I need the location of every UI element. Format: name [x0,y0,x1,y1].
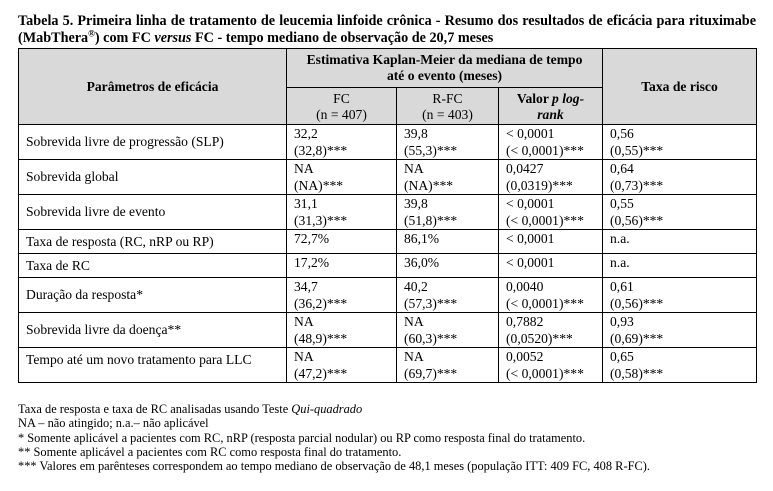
table-row [19,278,757,313]
caption-versus: versus [154,30,192,46]
row-param: Tempo até um novo tratamento para LLC [19,348,287,383]
footnote-2: NA – não atingido; n.a.– não aplicável [18,416,209,431]
cell-fc: NA (47,2)*** [287,348,397,383]
cell-p: < 0,0001 [499,254,603,278]
registered-mark: ® [88,28,95,39]
header-kaplan-meier: Estimativa Kaplan-Meier da mediana de tempo até o evento (meses) [287,49,603,88]
cell-p: 0,0040 (< 0,0001)*** [499,278,603,313]
cell-rfc: NA (NA)*** [397,160,499,195]
caption-text-3: FC - tempo mediano de observação de 20,7 meses [191,30,494,46]
row-param: Sobrevida livre de progressão (SLP) [19,125,287,160]
cell-rfc: 36,0% [397,254,499,278]
footnote-1: Taxa de resposta e taxa de RC analisadas usando Teste Qui-quadrado [18,402,363,416]
table-row [19,195,757,230]
table-row [19,230,757,254]
table-row [19,348,757,383]
cell-fc: 34,7 (36,2)*** [287,278,397,313]
cell-fc: NA (48,9)*** [287,313,397,348]
cell-p: < 0,0001 (< 0,0001)*** [499,195,603,230]
table-footnotes [18,402,763,473]
row-param: Sobrevida livre da doença** [19,313,287,348]
cell-rfc: NA (60,3)*** [397,313,499,348]
cell-rfc: 39,8 (55,3)*** [397,125,499,160]
cell-hr: n.a. [603,230,757,254]
row-param: Taxa de resposta (RC, nRP ou RP) [19,230,287,254]
table-row [19,125,757,160]
cell-hr: 0,64 (0,73)*** [603,160,757,195]
footnote-5: *** Valores em parênteses correspondem ao tempo mediano de observação de 48,1 meses (população ITT: 409 FC, 408 R-FC). [18,459,650,474]
row-param: Taxa de RC [19,254,287,278]
header-rfc: R-FC (n = 403) [397,88,499,125]
cell-fc: NA (NA)*** [287,160,397,195]
row-param: Duração da resposta* [19,278,287,313]
cell-hr: 0,56 (0,55)*** [603,125,757,160]
cell-fc: 17,2% [287,254,397,278]
header-parametros: Parâmetros de eficácia [19,49,287,125]
cell-p: 0,0427 (0,0319)*** [499,160,603,195]
table-row [19,160,757,195]
cell-rfc: 86,1% [397,230,499,254]
row-param: Sobrevida global [19,160,287,195]
cell-p: 0,7882 (0,0520)*** [499,313,603,348]
table-row [19,313,757,348]
efficacy-table [18,48,757,383]
cell-fc: 31,1 (31,3)*** [287,195,397,230]
cell-p: < 0,0001 [499,230,603,254]
cell-hr: n.a. [603,254,757,278]
header-fc: FC (n = 407) [287,88,397,125]
cell-p: 0,0052 (< 0,0001)*** [499,348,603,383]
cell-fc: 32,2 (32,8)*** [287,125,397,160]
caption-text: Tabela 5. Primeira linha de tratamento de leucemia linfoide crônica - Resumo dos resultados de eficácia para rituximabe (MabThera [18,13,756,46]
row-param: Sobrevida livre de evento [19,195,287,230]
cell-rfc: 40,2 (57,3)*** [397,278,499,313]
cell-hr: 0,61 (0,56)*** [603,278,757,313]
cell-hr: 0,65 (0,58)*** [603,348,757,383]
footnote-3: * Somente aplicável a pacientes com RC, nRP (resposta parcial nodular) ou RP como resposta final do tratamento. [18,430,586,445]
cell-hr: 0,55 (0,56)*** [603,195,757,230]
header-taxa-de-risco: Taxa de risco [603,49,757,125]
cell-fc: 72,7% [287,230,397,254]
cell-p: < 0,0001 (< 0,0001)*** [499,125,603,160]
footnote-4: ** Somente aplicável a pacientes com RC como resposta final do tratamento. [18,444,402,459]
cell-rfc: NA (69,7)*** [397,348,499,383]
cell-rfc: 39,8 (51,8)*** [397,195,499,230]
caption-text-2: ) com FC [94,30,155,46]
table-caption [18,13,756,47]
cell-hr: 0,93 (0,69)*** [603,313,757,348]
table-row [19,254,757,278]
header-valor-p: Valor p log-rank [499,88,603,125]
